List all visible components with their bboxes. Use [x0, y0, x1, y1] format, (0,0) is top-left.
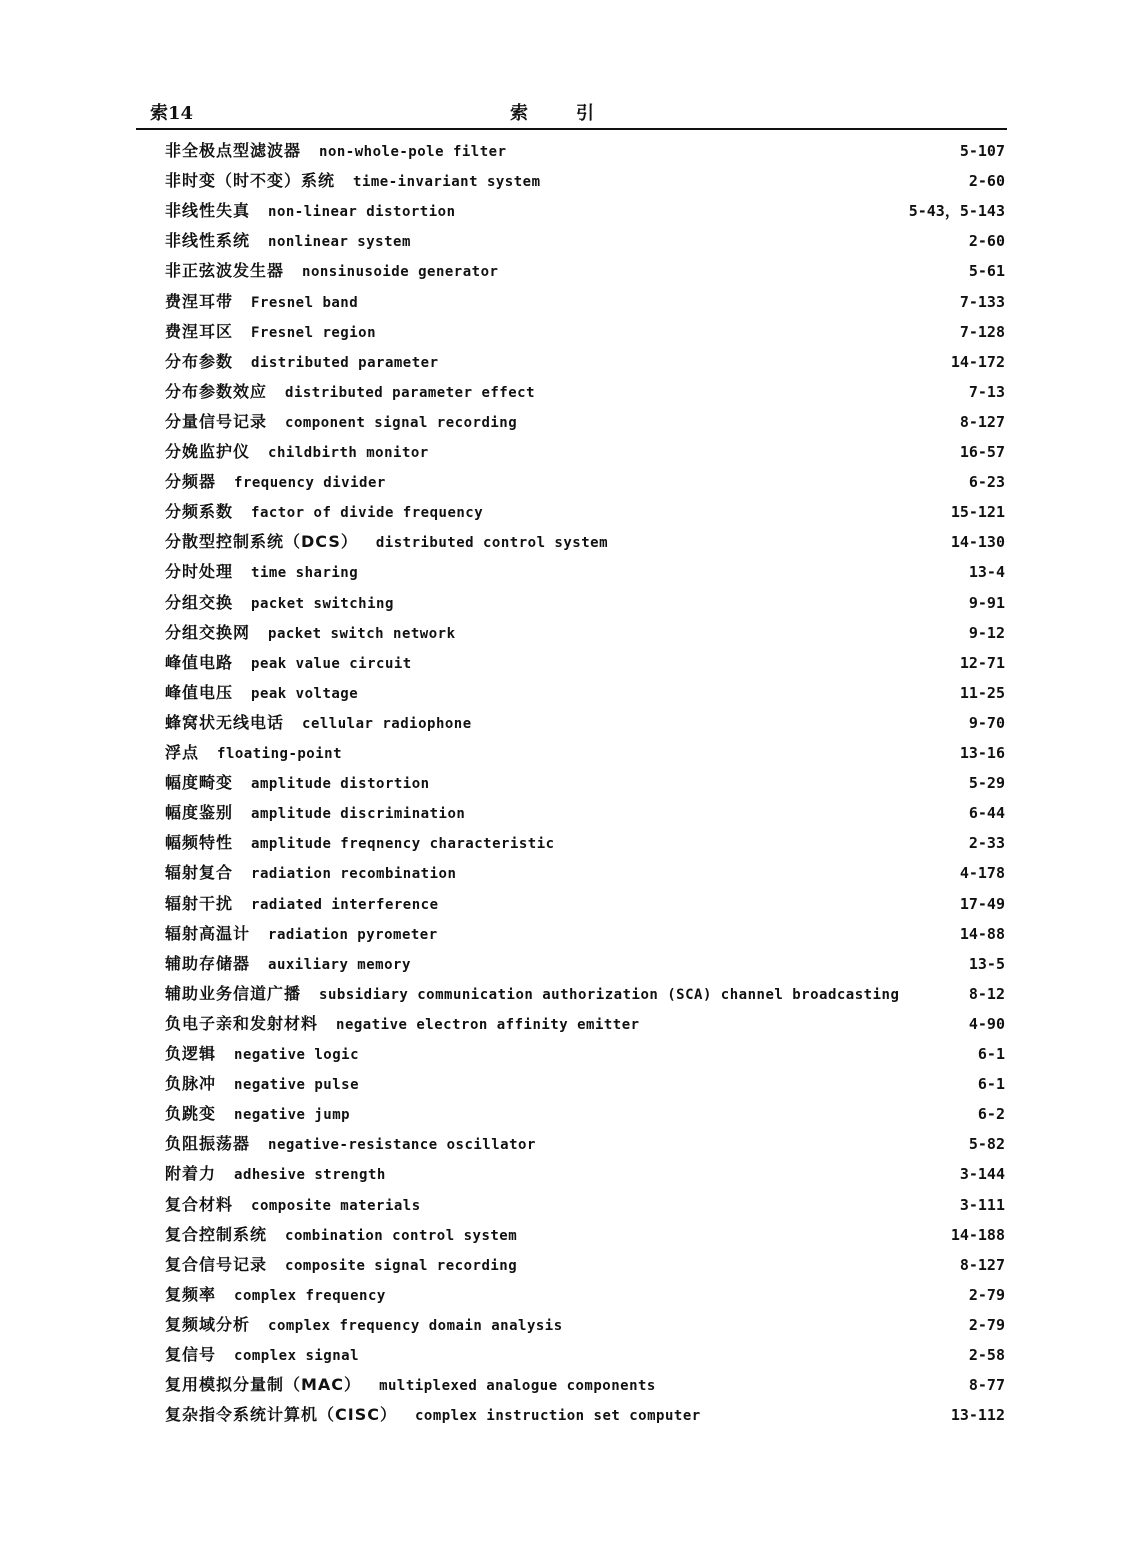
index-entry: [165, 196, 1007, 226]
entry-english-term: factor of divide frequency: [251, 505, 484, 522]
entry-chinese-term: 分布参数: [165, 351, 234, 371]
index-entry: [165, 949, 1007, 979]
entry-english-term: nonsinusoide generator: [302, 264, 499, 281]
entry-page-reference: 6-2: [978, 1099, 1005, 1129]
entry-english-term: distributed control system: [375, 535, 609, 552]
entry-english-term: radiation pyrometer: [268, 926, 438, 943]
index-entry: [165, 1099, 1007, 1129]
index-entry: [165, 708, 1007, 738]
index-entry: [165, 1310, 1007, 1340]
index-entry: [165, 467, 1007, 497]
entry-chinese-term: 分频系数: [165, 502, 234, 522]
entry-english-term: amplitude discrimination: [251, 806, 466, 823]
index-entry: [165, 738, 1007, 768]
entry-chinese-term: 负脉冲: [165, 1074, 217, 1094]
index-entry: [165, 166, 1007, 196]
entry-page-reference: 13-5: [969, 949, 1005, 979]
index-entry: [165, 1250, 1007, 1280]
entry-page-reference: 2-79: [969, 1310, 1005, 1340]
entry-page-reference: 13-112: [951, 1400, 1005, 1430]
entry-chinese-term: 负电子亲和发射材料: [165, 1013, 319, 1033]
entry-chinese-term: 辅助业务信道广播: [165, 983, 302, 1003]
entry-page-reference: 2-58: [969, 1340, 1005, 1370]
index-entry: [165, 256, 1007, 286]
entry-chinese-term: 费涅耳带: [165, 291, 234, 311]
entry-english-term: complex frequency domain analysis: [268, 1317, 563, 1334]
entry-page-reference: 4-90: [969, 1009, 1005, 1039]
entry-english-term: multiplexed analogue components: [379, 1378, 656, 1395]
entry-chinese-term: 辐射高温计: [165, 923, 251, 943]
entry-english-term: childbirth monitor: [268, 445, 429, 461]
index-entry: [165, 678, 1007, 708]
entry-page-reference: 3-111: [960, 1190, 1005, 1220]
entry-chinese-term: 复用模拟分量制（MAC）: [165, 1375, 362, 1395]
index-entry: [165, 1129, 1007, 1159]
index-entry: [165, 919, 1007, 949]
entry-chinese-term: 峰值电压: [165, 682, 234, 702]
entry-chinese-term: 辐射复合: [165, 863, 234, 883]
entry-english-term: distributed parameter effect: [285, 384, 536, 401]
entry-page-reference: 3-144: [960, 1159, 1005, 1189]
entry-english-term: radiated interference: [251, 896, 439, 913]
entry-english-term: time-invariant system: [353, 174, 541, 191]
page-header: [150, 99, 1007, 129]
entry-chinese-term: 复信号: [165, 1345, 217, 1364]
entry-page-reference: 8-127: [960, 1250, 1005, 1280]
entry-chinese-term: 浮点: [165, 743, 200, 762]
entry-chinese-term: 分组交换网: [165, 622, 251, 642]
entry-page-reference: 14-130: [951, 527, 1005, 557]
entry-english-term: packet switch network: [268, 625, 456, 642]
index-entry: [165, 1069, 1007, 1099]
entry-chinese-term: 蜂窝状无线电话: [165, 712, 285, 732]
entry-chinese-term: 复杂指令系统计算机（CISC）: [165, 1405, 397, 1425]
entry-chinese-term: 费涅耳区: [165, 321, 234, 341]
entry-chinese-term: 非全极点型滤波器: [165, 141, 302, 160]
header-rule: [136, 128, 1007, 130]
entry-english-term: complex frequency: [234, 1287, 386, 1304]
entry-english-term: negative-resistance oscillator: [268, 1137, 536, 1154]
entry-page-reference: 5-61: [969, 256, 1005, 286]
index-entry: [165, 1009, 1007, 1039]
entry-english-term: time sharing: [251, 565, 359, 582]
entry-page-reference: 5-43，5-143: [909, 196, 1005, 226]
entry-page-reference: 6-44: [969, 798, 1005, 828]
entry-chinese-term: 非正弦波发生器: [165, 261, 285, 281]
entry-english-term: Fresnel region: [251, 324, 377, 341]
entry-chinese-term: 幅度畸变: [165, 773, 234, 793]
index-entry: [165, 798, 1007, 828]
entry-english-term: non-whole-pole filter: [319, 144, 507, 160]
entry-english-term: non-linear distortion: [268, 204, 456, 221]
index-entry: [165, 557, 1007, 587]
index-entry: [165, 768, 1007, 798]
page-number-label: 索14: [150, 103, 194, 124]
entry-page-reference: 2-79: [969, 1280, 1005, 1310]
entry-chinese-term: 分娩监护仪: [165, 442, 251, 461]
entry-chinese-term: 分量信号记录: [165, 411, 268, 431]
entry-english-term: composite materials: [251, 1197, 421, 1214]
entry-chinese-term: 分时处理: [165, 562, 234, 582]
index-entry: [165, 979, 1007, 1009]
entry-english-term: Fresnel band: [251, 294, 359, 311]
index-entry: [165, 527, 1007, 557]
entry-chinese-term: 负跳变: [165, 1104, 217, 1124]
entry-english-term: floating-point: [217, 746, 343, 762]
entry-page-reference: 6-1: [978, 1039, 1005, 1069]
index-entry: [165, 317, 1007, 347]
entry-chinese-term: 复频域分析: [165, 1314, 251, 1334]
entry-english-term: amplitude distortion: [251, 776, 430, 793]
entry-page-reference: 4-178: [960, 858, 1005, 888]
entry-chinese-term: 分散型控制系统（DCS）: [165, 532, 358, 552]
entry-page-reference: 2-60: [969, 226, 1005, 256]
index-entry: [165, 1220, 1007, 1250]
entry-chinese-term: 负逻辑: [165, 1044, 217, 1063]
index-entry: [165, 1190, 1007, 1220]
index-entry: [165, 1159, 1007, 1189]
entry-page-reference: 8-77: [969, 1370, 1005, 1400]
index-entry: [165, 377, 1007, 407]
entry-page-reference: 14-172: [951, 347, 1005, 377]
entry-page-reference: 11-25: [960, 678, 1005, 708]
entry-page-reference: 16-57: [960, 437, 1005, 467]
entry-english-term: composite signal recording: [285, 1257, 518, 1274]
entry-english-term: frequency divider: [234, 475, 386, 492]
entry-page-reference: 6-23: [969, 467, 1005, 497]
entry-page-reference: 15-121: [951, 497, 1005, 527]
entry-chinese-term: 幅度鉴别: [165, 803, 234, 823]
entry-chinese-term: 辐射干扰: [165, 893, 234, 913]
index-entry: [165, 858, 1007, 888]
entry-english-term: cellular radiophone: [302, 715, 472, 732]
index-entry: [165, 588, 1007, 618]
entry-english-term: packet switching: [251, 595, 394, 612]
entry-page-reference: 13-16: [960, 738, 1005, 768]
entry-english-term: negative pulse: [234, 1077, 360, 1094]
entry-page-reference: 5-82: [969, 1129, 1005, 1159]
entry-english-term: nonlinear system: [268, 234, 411, 251]
entry-chinese-term: 幅频特性: [165, 833, 234, 853]
entry-chinese-term: 分频器: [165, 472, 217, 492]
entry-english-term: radiation recombination: [251, 866, 457, 883]
entry-english-term: negative jump: [234, 1107, 351, 1124]
entry-page-reference: 2-60: [969, 166, 1005, 196]
index-entry: [165, 437, 1007, 467]
entry-english-term: negative electron affinity emitter: [336, 1016, 640, 1033]
entry-chinese-term: 复合控制系统: [165, 1224, 268, 1244]
entry-chinese-term: 附着力: [165, 1164, 217, 1184]
entry-page-reference: 2-33: [969, 828, 1005, 858]
entry-english-term: distributed parameter: [251, 354, 439, 371]
entry-page-reference: 12-71: [960, 648, 1005, 678]
entry-page-reference: 5-29: [969, 768, 1005, 798]
entry-page-reference: 17-49: [960, 889, 1005, 919]
entry-chinese-term: 非时变（时不变）系统: [165, 171, 336, 191]
entry-page-reference: 6-1: [978, 1069, 1005, 1099]
entry-english-term: combination control system: [285, 1227, 518, 1244]
entry-page-reference: 14-188: [951, 1220, 1005, 1250]
entry-english-term: auxiliary memory: [268, 956, 411, 973]
index-entry: [165, 618, 1007, 648]
entry-chinese-term: 复合材料: [165, 1194, 234, 1214]
index-entry: [165, 1280, 1007, 1310]
entry-page-reference: 9-91: [969, 588, 1005, 618]
entry-page-reference: 9-12: [969, 618, 1005, 648]
entry-chinese-term: 复频率: [165, 1284, 217, 1304]
index-entry: [165, 828, 1007, 858]
entry-page-reference: 7-133: [960, 287, 1005, 317]
index-entry: [165, 497, 1007, 527]
entry-english-term: negative logic: [234, 1047, 360, 1063]
index-entry: [165, 648, 1007, 678]
index-entry: [165, 287, 1007, 317]
index-entry: [165, 407, 1007, 437]
entry-chinese-term: 负阻振荡器: [165, 1134, 251, 1154]
entry-english-term: component signal recording: [285, 414, 518, 431]
entry-english-term: amplitude freqnency characteristic: [251, 836, 555, 853]
entry-english-term: adhesive strength: [234, 1167, 386, 1184]
index-entry: [165, 1370, 1007, 1400]
entry-chinese-term: 非线性失真: [165, 201, 251, 221]
entry-english-term: peak voltage: [251, 685, 359, 702]
index-entry: [165, 1340, 1007, 1370]
entry-chinese-term: 峰值电路: [165, 652, 234, 672]
index-entry: [165, 1039, 1007, 1069]
index-entry: [165, 136, 1007, 166]
entry-chinese-term: 辅助存储器: [165, 953, 251, 973]
entry-page-reference: 7-128: [960, 317, 1005, 347]
entry-chinese-term: 分布参数效应: [165, 381, 268, 401]
entry-page-reference: 5-107: [960, 136, 1005, 166]
index-entry: [165, 889, 1007, 919]
entry-chinese-term: 复合信号记录: [165, 1254, 268, 1274]
section-title: 索引: [510, 103, 642, 124]
entry-page-reference: 7-13: [969, 377, 1005, 407]
index-entry: [165, 226, 1007, 256]
entry-chinese-term: 非线性系统: [165, 231, 251, 251]
entry-page-reference: 9-70: [969, 708, 1005, 738]
index-entry: [165, 1400, 1007, 1430]
entry-page-reference: 14-88: [960, 919, 1005, 949]
entry-english-term: complex signal: [234, 1348, 360, 1364]
entry-chinese-term: 分组交换: [165, 592, 234, 612]
entry-page-reference: 8-127: [960, 407, 1005, 437]
entry-english-term: subsidiary communication authorization (SCA) channel broadcasting: [319, 986, 900, 1003]
entry-english-term: complex instruction set computer: [414, 1408, 701, 1425]
index-entry: [165, 347, 1007, 377]
entry-english-term: peak value circuit: [251, 655, 412, 672]
entry-page-reference: 13-4: [969, 557, 1005, 587]
entry-page-reference: 8-12: [969, 979, 1005, 1009]
